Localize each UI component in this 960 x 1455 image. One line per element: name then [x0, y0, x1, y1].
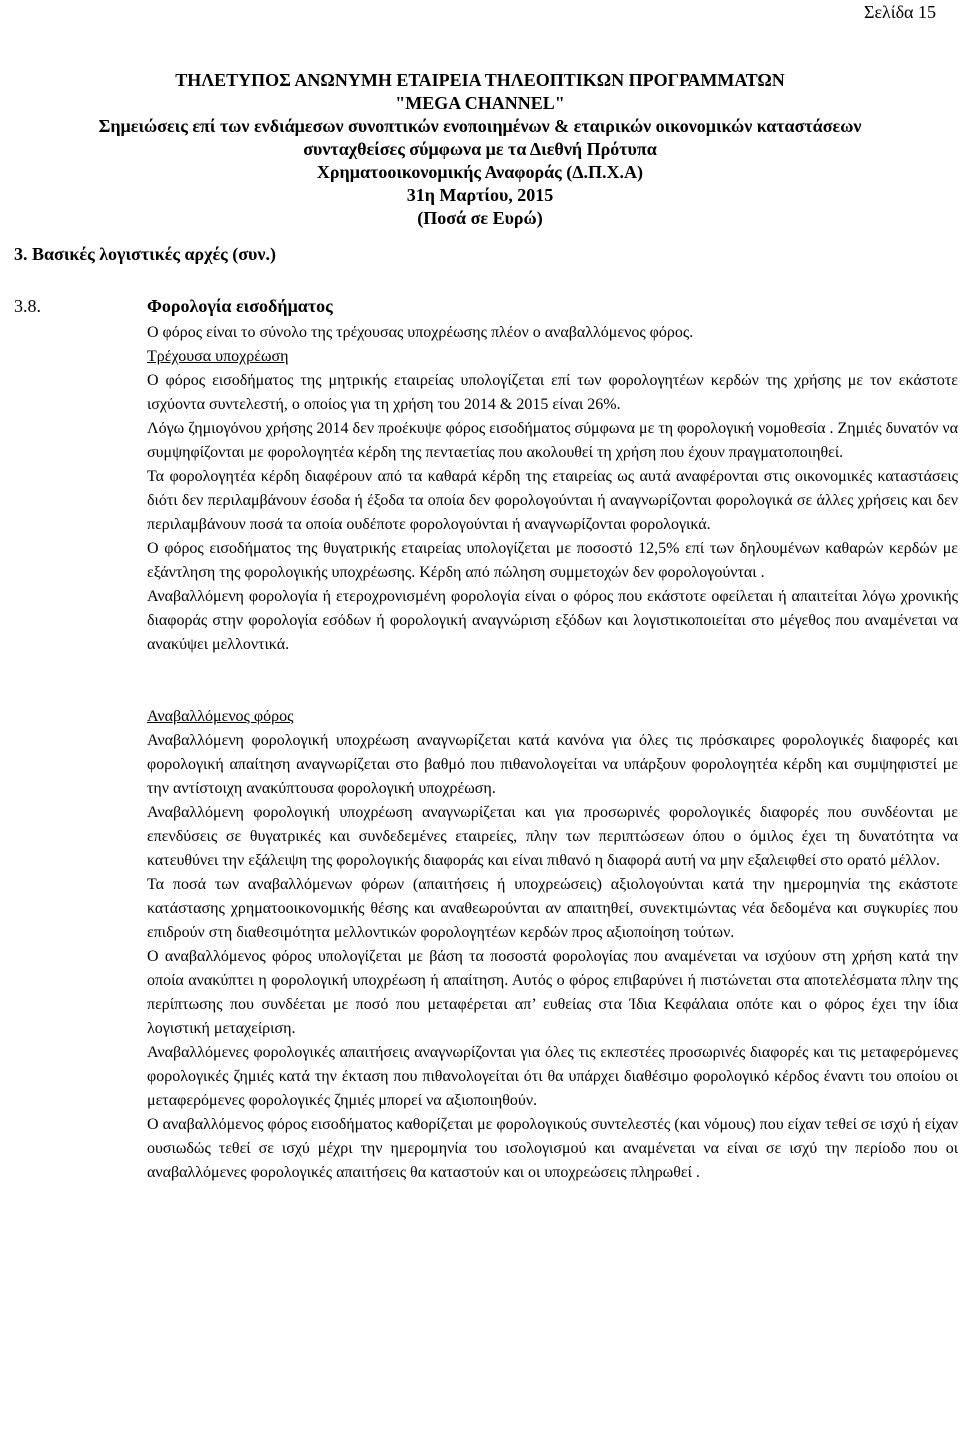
subsection-title: Φορολογία εισοδήματος [147, 296, 333, 316]
paragraph-subsidiary-investments: Αναβαλλόμενη φορολογική υποχρέωση αναγνωρίζεται και για προσωρινές φορολογικές διαφορές που συνδέονται με επενδύσεις σε θυγατρικές και συνδεδεμένες εταιρείες, πλην των περιπτώσεων όπου ο όμιλος έχει τη δυνατότητα να κατευθύνει την εξάλειψη της φορολογικής διαφοράς και είναι πιθανό η διαφορά αυτή να μην εξαλειφθεί στο ορατό μέλλον. [147, 804, 958, 869]
paragraph-enacted-rates: Ο αναβαλλόμενος φόρος εισοδήματος καθορίζεται με φορολογικούς συντελεστές (και νόμους) που είχαν τεθεί σε ισχύ ή είχαν ουσιωδώς τεθεί σε ισχύ μέχρι την ημερομηνία του ισολογισμού και αναμένεται να είναι σε ισχύ την περίοδο που οι αναβαλλόμενες φορολογικές απαιτήσεις θα καταστούν και οι υποχρεώσεις πληρωθεί . [147, 1116, 958, 1181]
paragraph-loss-year: Λόγω ζημιογόνου χρήσης 2014 δεν προέκυψε φόρος εισοδήματος σύμφωνα με τη φορολογική νομοθεσία . Ζημιές δυνατόν να συμψηφίζονται με φορολογητέα κέρδη της πενταετίας που ακολουθεί τη χρήση που έχουν πραγματοποιηθεί. [147, 420, 958, 461]
body-text [147, 321, 958, 1185]
paragraph-deferred-definition: Αναβαλλόμενη φορολογία ή ετεροχρονισμένη φορολογία είναι ο φόρος που εκάστοτε οφείλεται ή απαιτείται λόγω χρονικής διαφοράς στην φορολογία εσόδων ή φορολογική αναγνώριση εξόδων και λογιστικοποιείται στο μέγεθος που αναμένεται να ανακύψει μελλοντικά. [147, 588, 958, 653]
notes-title: Σημειώσεις επί των ενδιάμεσων συνοπτικών ενοποιημένων & εταιρικών οικονομικών καταστάσεων [98, 116, 862, 136]
currency-note: (Ποσά σε Ευρώ) [417, 208, 543, 228]
paragraph-reassessment: Τα ποσά των αναβαλλόμενων φόρων (απαιτήσεις ή υποχρεώσεις) αξιολογούνται κατά την ημερομηνία της εκάστοτε κατάστασης χρηματοοικονομικής θέσης και αναθεωρούνται αν απαιτηθεί, συνεκτιμώντας νέα δεδομένα και συγκυρίες που επιδρούν στη διαθεσιμότητα μελλοντικών φορολογητέων κερδών προς αξιοποίηση τούτων. [147, 876, 958, 941]
subsection-number: 3.8. [14, 296, 41, 316]
deferred-tax-heading: Αναβαλλόμενος φόρος [147, 708, 294, 725]
standards-name: Χρηματοοικονομικής Αναφοράς (Δ.Π.Χ.Α) [316, 162, 644, 182]
company-name: ΤΗΛΕΤΥΠΟΣ ΑΝΩΝΥΜΗ ΕΤΑΙΡΕΙΑ ΤΗΛΕΟΠΤΙΚΩΝ ΠΡΟΓΡΑΜΜΑΤΩΝ [175, 70, 785, 90]
paragraph-deferred-liability: Αναβαλλόμενη φορολογική υποχρέωση αναγνωρίζεται κατά κανόνα για όλες τις πρόσκαιρες φορολογικές διαφορές και φορολογική απαίτηση αναγνωρίζεται στο βαθμό που πιθανολογείται να υπάρξουν φορολογητέα κέρδη και συμψηφιστεί με την αντίστοιχη ανακύπτουσα φορολογική υποχρέωση. [147, 732, 958, 797]
section-title: 3. Βασικές λογιστικές αρχές (συν.) [14, 244, 276, 264]
paragraph-deferred-assets: Αναβαλλόμενες φορολογικές απαιτήσεις αναγνωρίζονται για όλες τις εκπεστέες προσωρινές διαφορές και τις μεταφερόμενες φορολογικές ζημιές κατά την έκταση που πιθανολογείται ότι θα υπάρχει διαθέσιμο φορολογικό κέρδος έναντι του οποίου οι μεταφερόμενες φορολογικές ζημιές μπορεί να αξιοποιηθούν. [147, 1044, 958, 1109]
standards-line: συνταχθείσες σύμφωνα με τα Διεθνή Πρότυπα [303, 139, 657, 159]
spacer [147, 657, 958, 705]
intro-paragraph: Ο φόρος είναι το σύνολο της τρέχουσας υποχρέωσης πλέον ο αναβαλλόμενος φόρος. [147, 324, 694, 341]
paragraph-parent-tax: Ο φόρος εισοδήματος της μητρικής εταιρείας υπολογίζεται επί των φορολογητέων κερδών της χρήσης με τον εκάστοτε ισχύοντα συντελεστή, ο οποίος για τη χρήση του 2014 & 2015 είναι 26%. [147, 372, 958, 413]
paragraph-subsidiary-tax: Ο φόρος εισοδήματος της θυγατρικής εταιρείας υπολογίζεται με ποσοστό 12,5% επί των δηλουμένων καθαρών κερδών με εξάντληση της φορολογικής υποχρέωσης. Κέρδη από πώληση συμμετοχών δεν φορολογούνται . [147, 540, 958, 581]
current-liability-heading: Τρέχουσα υποχρέωση [147, 348, 289, 365]
period-date: 31η Μαρτίου, 2015 [406, 185, 554, 205]
brand-name: "MEGA CHANNEL" [395, 93, 565, 113]
page-number: Σελίδα 15 [863, 2, 936, 22]
subsection-heading [14, 296, 333, 317]
paragraph-taxable-profits: Τα φορολογητέα κέρδη διαφέρουν από τα καθαρά κέρδη της εταιρείας ως αυτά αναφέρονται στις οικονομικές καταστάσεις διότι δεν περιλαμβάνουν έσοδα ή έξοδα τα οποία δεν φορολογούνται ή αναγνωρίζονται φορολογικά σε άλλες χρήσεις και δεν περιλαμβάνουν ποσά τα οποία ουδέποτε φορολογούνται ή αναγνωρίζονται φορολογικά. [147, 468, 958, 533]
document-header [0, 69, 960, 230]
paragraph-rates: Ο αναβαλλόμενος φόρος υπολογίζεται με βάση τα ποσοστά φορολογίας που αναμένεται να ισχύουν στη χρήση κατά την οποία ανακύπτει η φορολογική υποχρέωση ή απαίτηση. Αυτός ο φόρος επιβαρύνει ή πιστώνεται στα αποτελέσματα πλην της περίπτωσης που συνδέεται με ποσό που μεταφέρεται απ’ ευθείας στα Ίδια Κεφάλαια οπότε και ο φόρος έχει την ίδια λογιστική μεταχείριση. [147, 948, 958, 1037]
